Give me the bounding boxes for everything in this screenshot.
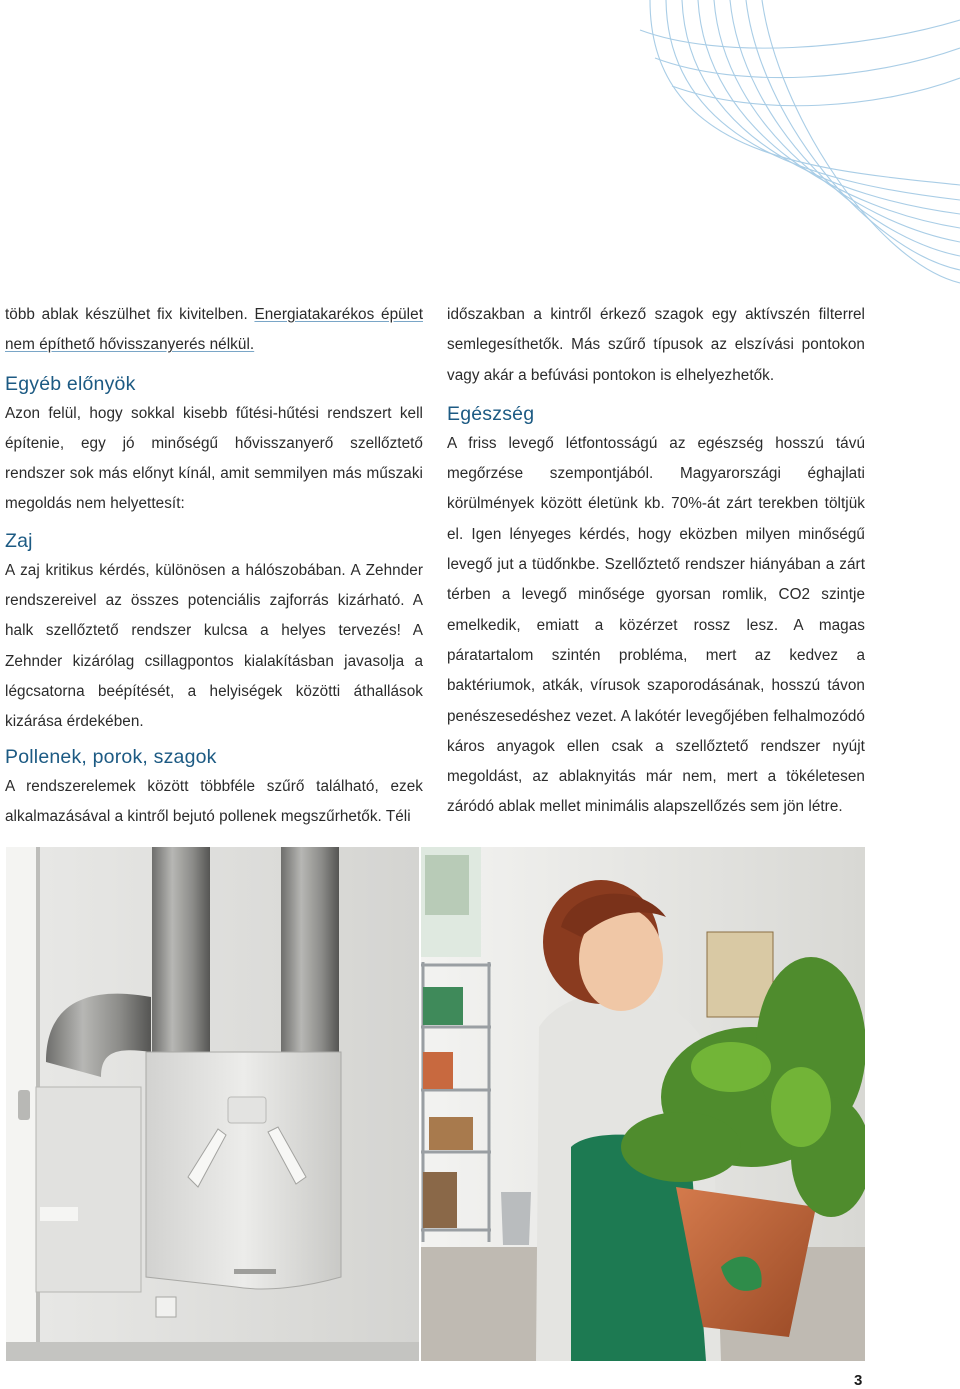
paragraph-pollenek: A rendszerelemek között többféle szűrő található, ezek alkalmazásával a kintről bejutó pollenek megszűrhetők. Téli bbox=[5, 777, 423, 825]
left-column bbox=[5, 300, 423, 832]
intro-paragraph bbox=[5, 300, 423, 361]
paragraph-zaj: A zaj kritikus kérdés, különösen a hálószobában. A Zehnder rendszereivel az összes potenciális zajforrás kizárható. A halk szellőztető rendszer kulcsa a helyes tervezés! A Zehnder kizárólag csillagpontos kialakításban javasolja a légcsatorna beépítését, a helyiségek közötti áthallások kizárása érdekében. bbox=[5, 561, 423, 731]
woman-with-plant-photo bbox=[421, 847, 865, 1361]
page-number: 3 bbox=[854, 1372, 863, 1389]
intro-link[interactable]: Energiatakarékos épület nem építhető hővisszanyerés nélkül. bbox=[5, 306, 423, 354]
heading-zaj: Zaj bbox=[5, 529, 33, 552]
heading-egeszseg: Egészség bbox=[447, 402, 535, 425]
ventilation-unit-photo bbox=[6, 847, 419, 1361]
intro-text: több ablak készülhet fix kivitelben. bbox=[5, 306, 255, 323]
right-column bbox=[447, 300, 865, 823]
heading-egyeb-elonyok: Egyéb előnyök bbox=[5, 372, 136, 395]
paragraph-szagok: időszakban a kintről érkező szagok egy aktívszén filterrel semlegesíthetők. Más szűrő típusok az elszívási pontokon vagy akár a befúvási pontokon is elhelyezhetők. bbox=[447, 306, 865, 384]
heading-pollenek: Pollenek, porok, szagok bbox=[5, 745, 217, 768]
paragraph-egyeb-elonyok: Azon felül, hogy sokkal kisebb fűtési-hűtési rendszert kell építenie, egy jó minőségű hővisszanyerő szellőztető rendszer sok más előnyt kínál, amit semmilyen más műszaki megoldás nem helyettesít: bbox=[5, 404, 423, 513]
paragraph-egeszseg: A friss levegő létfontosságú az egészség hosszú távú megőrzése szempontjából. Magyarországi éghajlati körülmények között életünk kb. 70%-át zárt terekben töltjük el. Igen lényeges kérdés, hogy eközben milyen minőségű levegő jut a tüdőnkbe. Szellőztető rendszer hiányában a zárt térben a levegő minősége gyorsan romlik, CO2 szintje emelkedik, emiatt a közérzet rossz lesz. A magas páratartalom szintén probléma, mert az kedvez a baktériumok, atkák, vírusok szaporodásának, hosszú távon penészesedéshez vezet. A lakótér levegőjében felhalmozódó káros anyagok ellen csak a szellőztető rendszer nyújt megoldást, az ablaknyitás már nem, mert a tökéletesen záródó ablak mellet minimális alapszellőzés sem jön létre. bbox=[447, 434, 865, 816]
decorative-wave-lines bbox=[0, 0, 960, 300]
